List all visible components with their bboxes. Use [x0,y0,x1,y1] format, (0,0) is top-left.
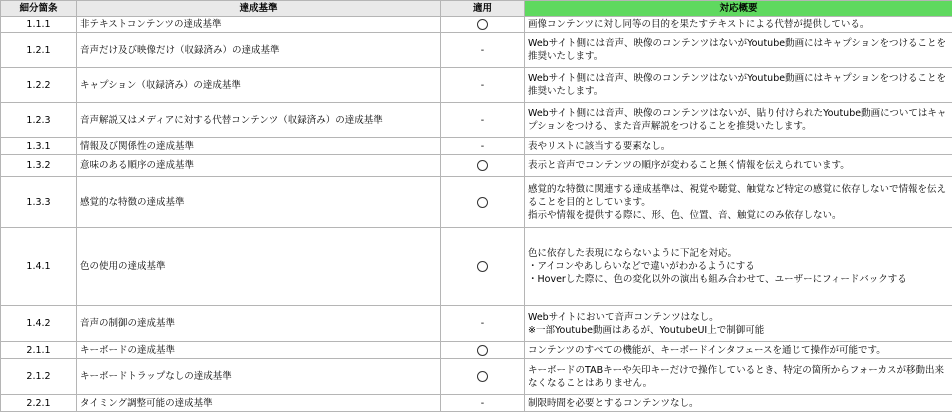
applies-circle-icon [477,197,488,208]
row-applies [441,138,525,155]
applies-dash: - [481,317,484,330]
row-criterion: 非テキストコンテンツの達成基準 [77,17,441,33]
table-row [1,177,952,228]
table-row [1,306,952,342]
row-response: Webサイト側には音声、映像のコンテンツはないが、貼り付けられたYoutube動画についてはキャプションをつける、また音声解説をつけることを推奨いたします。 [525,103,952,138]
row-no: 2.1.1 [1,342,77,359]
applies-circle-icon [477,345,488,356]
row-response: 感覚的な特徴に関連する達成基準は、視覚や聴覚、触覚など特定の感覚に依存しないで情報を伝えることを目的としています。 指示や情報を提供する際に、形、色、位置、音、触覚にのみ依存しない。 [525,177,952,228]
header-no: 細分箇条 [1,1,77,17]
row-no: 1.3.2 [1,155,77,177]
row-response: 制限時間を必要とするコンテンツなし。 [525,395,952,412]
row-no: 1.3.3 [1,177,77,228]
row-response: キーボードのTABキーや矢印キーだけで操作しているとき、特定の箇所からフォーカスが移動出来なくなることはありません。 [525,359,952,395]
row-no: 1.2.1 [1,33,77,68]
table-row [1,155,952,177]
table-row [1,33,952,68]
table-row [1,103,952,138]
row-applies [441,155,525,177]
table-row [1,17,952,33]
applies-circle-icon [477,371,488,382]
row-response: Webサイト側には音声、映像のコンテンツはないがYoutube動画にはキャプションをつけることを推奨いたします。 [525,68,952,103]
row-criterion: 意味のある順序の達成基準 [77,155,441,177]
applies-circle-icon [477,19,488,30]
row-no: 1.2.2 [1,68,77,103]
row-criterion: 音声解説又はメディアに対する代替コンテンツ（収録済み）の達成基準 [77,103,441,138]
row-response: 表示と音声でコンテンツの順序が変わること無く情報を伝えられています。 [525,155,952,177]
table-row [1,395,952,412]
row-no: 1.4.2 [1,306,77,342]
applies-circle-icon [477,261,488,272]
row-applies [441,68,525,103]
applies-dash: - [481,397,484,410]
row-response: Webサイト側には音声、映像のコンテンツはないがYoutube動画にはキャプションをつけることを推奨いたします。 [525,33,952,68]
applies-circle-icon [477,160,488,171]
table-row [1,342,952,359]
row-criterion: キーボードの達成基準 [77,342,441,359]
table-body [1,17,952,412]
row-response: Webサイトにおいて音声コンテンツはなし。 ※一部Youtube動画はあるが、YoutubeUI上で制御可能 [525,306,952,342]
row-applies [441,177,525,228]
applies-dash: - [481,79,484,92]
row-no: 2.2.1 [1,395,77,412]
row-no: 1.1.1 [1,17,77,33]
row-applies [441,359,525,395]
row-criterion: 色の使用の達成基準 [77,228,441,306]
row-no: 1.2.3 [1,103,77,138]
applies-dash: - [481,44,484,57]
row-applies [441,33,525,68]
row-applies [441,228,525,306]
row-response: 画像コンテンツに対し同等の目的を果たすテキストによる代替が提供している。 [525,17,952,33]
row-no: 1.4.1 [1,228,77,306]
row-criterion: タイミング調整可能の達成基準 [77,395,441,412]
applies-dash: - [481,140,484,153]
table-row [1,359,952,395]
header-applies: 適用 [441,1,525,17]
row-criterion: 情報及び関係性の達成基準 [77,138,441,155]
row-no: 1.3.1 [1,138,77,155]
row-applies [441,17,525,33]
table-row [1,138,952,155]
table-row [1,228,952,306]
applies-dash: - [481,114,484,127]
row-applies [441,306,525,342]
row-criterion: 感覚的な特徴の達成基準 [77,177,441,228]
header-response: 対応概要 [525,1,952,17]
row-no: 2.1.2 [1,359,77,395]
header-criterion: 達成基準 [77,1,441,17]
header-row [1,1,952,17]
row-response: 色に依存した表現にならないように下記を対応。 ・アイコンやあしらいなどで違いがわかるようにする ・Hoverした際に、色の変化以外の演出も組み合わせて、ユーザーにフィードバックする [525,228,952,306]
row-criterion: 音声だけ及び映像だけ（収録済み）の達成基準 [77,33,441,68]
table-row [1,68,952,103]
row-criterion: キャプション（収録済み）の達成基準 [77,68,441,103]
row-criterion: キーボードトラップなしの達成基準 [77,359,441,395]
row-applies [441,342,525,359]
row-response: コンテンツのすべての機能が、キーボードインタフェースを通じて操作が可能です。 [525,342,952,359]
row-applies [441,103,525,138]
row-applies [441,395,525,412]
row-criterion: 音声の制御の達成基準 [77,306,441,342]
row-response: 表やリストに該当する要素なし。 [525,138,952,155]
